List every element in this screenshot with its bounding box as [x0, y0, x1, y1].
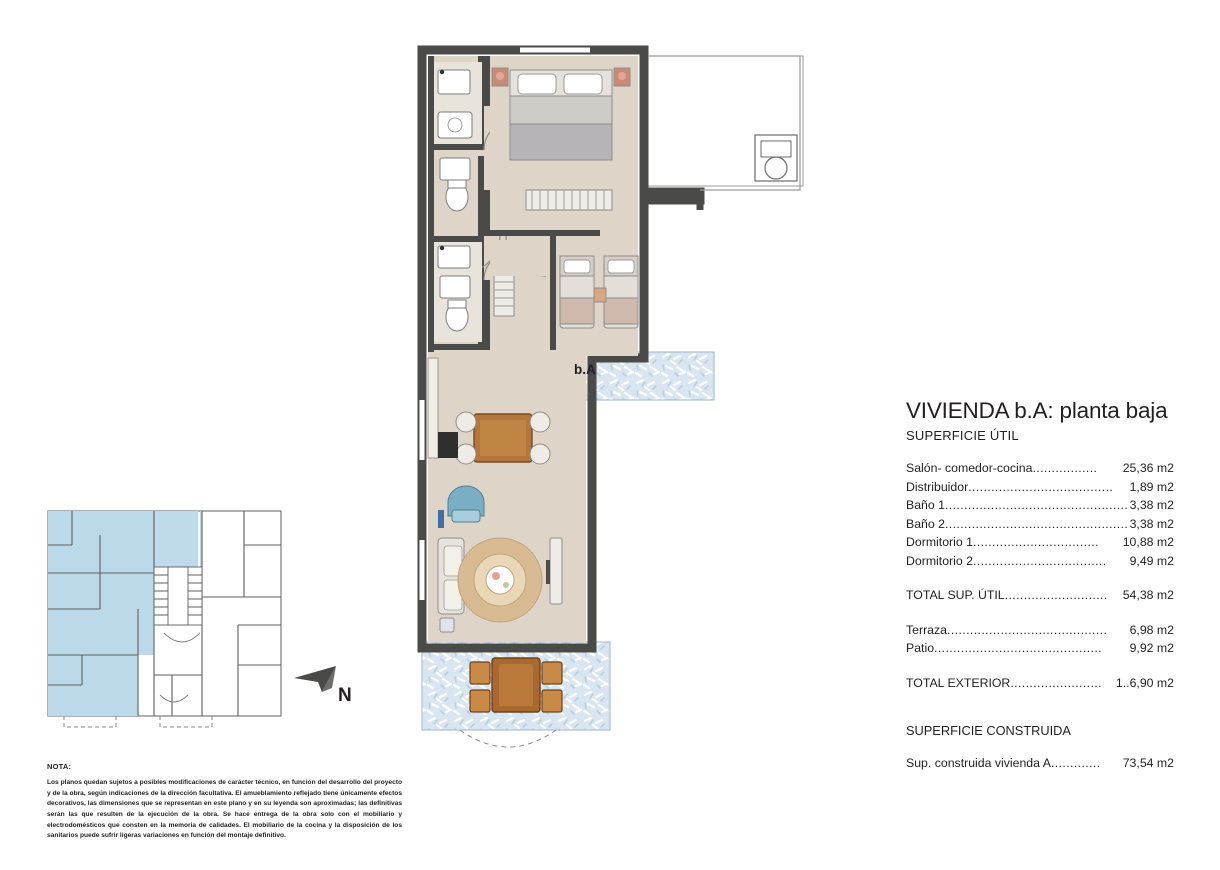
area-value: 1,89 m2 [1129, 479, 1174, 494]
total-useful-value: 54,38 m2 [1122, 588, 1174, 602]
area-row [906, 459, 1174, 478]
built-area-dots: ............. [1050, 756, 1101, 770]
area-row [906, 478, 1174, 497]
area-value: 6,98 m2 [1129, 622, 1174, 637]
area-label: Terraza [906, 622, 948, 637]
area-label: Baño 2 [906, 516, 945, 531]
area-dots: ................................. [972, 535, 1099, 549]
compass [292, 660, 372, 720]
area-row [906, 515, 1174, 534]
note-body: Los planos quedan sujetos a posibles modificaciones de carácter técnico, en función del desarrollo del proyecto y de la obra, según indicaciones de la dirección facultativa. El amueblamiento reflejado tiene únicamente efectos decorativos, las dimensiones que se representan en este plano y en su leyenda son aproximadas; las definitivas serán las que resulten de la ejecución de la obra. Se hace entrega de la obra solo con el mobiliario y electrodomésticos que consten en la memoria de calidades. El mobiliario de la cocina y la disposición de los sanitarios puede sufrir ligeras variaciones en función del montaje definitivo. [47, 779, 402, 840]
area-row [906, 496, 1174, 515]
area-dots: ................................... [972, 553, 1107, 568]
salon-comedor-cocina [428, 350, 586, 642]
area-dots: ................................................ [944, 516, 1129, 531]
total-exterior-dots: ........................ [1010, 675, 1102, 690]
area-value: 9,49 m2 [1129, 553, 1174, 568]
useful-area-subtitle: SUPERFICIE ÚTIL [906, 428, 1019, 443]
total-exterior-label: TOTAL EXTERIOR [906, 675, 1011, 690]
area-dots: ................................................ [944, 498, 1129, 512]
area-value: 9,92 m2 [1129, 641, 1174, 655]
unit-label-text: b.A [574, 362, 596, 377]
bedroom-1 [490, 62, 638, 230]
area-dots: ................. [1032, 461, 1098, 475]
area-row [906, 552, 1174, 571]
compass-north-label: N [338, 685, 352, 706]
built-area-row [906, 754, 1174, 773]
unit-label-ba [574, 362, 596, 377]
area-value: 25,36 m2 [1122, 461, 1174, 475]
distribuidor [490, 240, 548, 276]
built-area-label: Sup. construida vivienda A [906, 756, 1051, 770]
terrace-area [422, 642, 610, 747]
area-dots: ............................................ [934, 641, 1102, 655]
area-label: Distribuidor [906, 479, 969, 494]
area-label: Salón- comedor-cocina [906, 461, 1033, 475]
total-useful-label: TOTAL SUP. ÚTIL [906, 588, 1005, 602]
area-label: Baño 1 [906, 498, 945, 512]
area-label: Dormitorio 2 [906, 553, 973, 568]
area-dots: ...................................... [968, 479, 1114, 494]
area-row [906, 533, 1174, 552]
total-exterior-row [906, 674, 1174, 693]
built-area-heading: SUPERFICIE CONSTRUIDA [906, 723, 1071, 738]
area-value: 10,88 m2 [1122, 535, 1174, 549]
area-label: Patio [906, 641, 935, 655]
total-useful-row [906, 586, 1174, 605]
bathroom-2 [434, 242, 482, 342]
exterior-area-list [906, 621, 1174, 658]
area-value: 3,38 m2 [1129, 516, 1174, 531]
built-area-value: 73,54 m2 [1122, 756, 1174, 770]
patio-area [643, 56, 803, 186]
useful-area-list [906, 459, 1174, 570]
area-dots: .......................................... [947, 622, 1108, 637]
info-panel [906, 398, 1174, 773]
key-plan [42, 505, 287, 730]
area-row [906, 621, 1174, 640]
area-label: Dormitorio 1 [906, 535, 973, 549]
area-value: 3,38 m2 [1129, 498, 1174, 512]
total-useful-dots: ........................... [1004, 588, 1108, 602]
total-exterior-value: 1..6,90 m2 [1115, 675, 1174, 690]
area-row [906, 639, 1174, 658]
page-title: VIVIENDA b.A: planta baja [906, 398, 1168, 423]
note-title: NOTA: [47, 762, 72, 771]
floor-plan [400, 40, 840, 760]
note-block [47, 762, 402, 842]
